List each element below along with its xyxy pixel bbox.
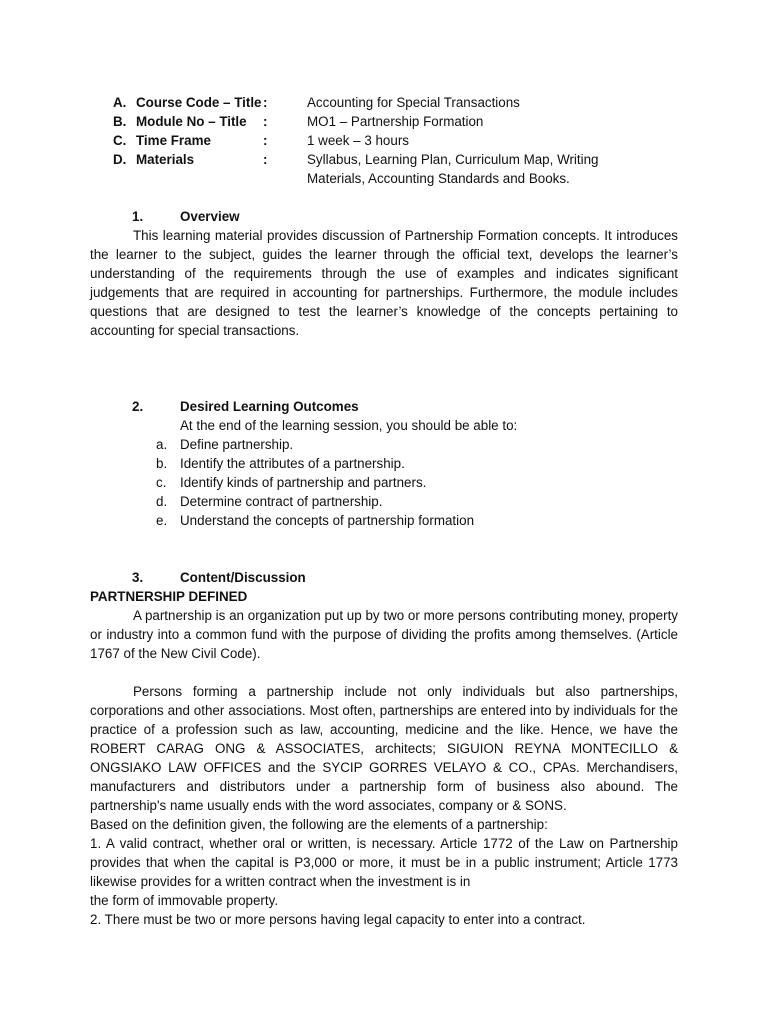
info-colon: : [263,114,268,129]
course-info-row [90,93,678,112]
list-item-letter: b. [156,456,168,471]
info-label: Time Frame [136,133,211,148]
course-info-row [90,131,678,150]
list-item-text: Identify the attributes of a partnership. [180,456,405,471]
list-item [90,511,678,530]
list-item-text: Identify kinds of partnership and partners. [180,475,427,490]
info-label: Materials [136,152,195,167]
section-heading-overview [90,207,678,226]
outcomes-list [90,435,678,530]
info-letter: B. [113,114,127,129]
info-label: Module No – Title [136,114,247,129]
course-info [90,93,678,188]
list-item [90,492,678,511]
list-item [90,435,678,454]
list-item [90,454,678,473]
section-number: 1. [132,209,144,224]
section-heading-outcomes [90,397,678,416]
list-item-text: Understand the concepts of partnership formation [180,513,475,528]
info-label: Course Code – Title [136,95,262,110]
info-letter: A. [113,95,127,110]
list-item-letter: a. [156,437,168,452]
info-letter: D. [113,152,127,167]
list-item-letter: d. [156,494,168,509]
list-item-letter: e. [156,513,168,528]
content-paragraph-2: Persons forming a partnership include not only individuals but also partnerships, corporations and other associations. Most often, partnerships are entered into by individuals for the practice of a profession such as law, accounting, medicine and the like. Hence, we have the ROBERT CARAG ONG & ASSOCIATES, architects; SIGUION REYNA MONTECILLO & ONGSIAKO LAW OFFICES and the SYCIP GORRES VELAYO & CO., CPAs. Merchandisers, manufacturers and distributors under a partnership form of business also abound. The partnership's name usually ends with the word associates, company or & SONS. [90,684,678,813]
outcomes-intro: At the end of the learning session, you should be able to: [180,418,518,433]
course-info-row [90,150,678,188]
section-title: Desired Learning Outcomes [180,399,359,414]
info-colon: : [263,152,268,167]
section-title: Content/Discussion [180,570,306,585]
info-colon: : [263,133,268,148]
course-info-row [90,112,678,131]
element-1-continuation: the form of immovable property. [90,893,279,908]
info-value: Syllabus, Learning Plan, Curriculum Map, Writing Materials, Accounting Standards and Books. [307,152,599,186]
element-2-text: 2. There must be two or more persons having legal capacity to enter into a contract. [90,912,586,927]
list-item-text: Determine contract of partnership. [180,494,383,509]
info-letter: C. [113,133,127,148]
content-subheading: PARTNERSHIP DEFINED [90,589,248,604]
content-paragraph-1: A partnership is an organization put up by two or more persons contributing money, property or industry into a common fund with the purpose of dividing the profits among themselves. (Article 1767 of the New Civil Code). [90,608,678,661]
section-number: 2. [132,399,144,414]
element-1-text: 1. A valid contract, whether oral or written, is necessary. Article 1772 of the Law on Partnership provides that when the capital is P3,000 or more, it must be in a public instrument; Article 1773 likewise provides for a written contract when the investment is in [90,836,678,889]
section-heading-content [90,568,678,587]
section-title: Overview [180,209,240,224]
list-item [90,473,678,492]
info-colon: : [263,95,268,110]
document-page [90,93,678,929]
list-item-letter: c. [156,475,167,490]
content-basis-line: Based on the definition given, the following are the elements of a partnership: [90,817,548,832]
overview-paragraph: This learning material provides discussion of Partnership Formation concepts. It introduces the learner to the subject, guides the learner through the official text, develops the learner’s understanding of the requirements through the use of examples and indicates significant judgements that are required in accounting for partnerships. Furthermore, the module includes questions that are designed to test the learner’s knowledge of the concepts pertaining to accounting for special transactions. [90,228,678,338]
info-value: 1 week – 3 hours [307,133,409,148]
section-number: 3. [132,570,144,585]
list-item-text: Define partnership. [180,437,294,452]
info-value: MO1 – Partnership Formation [307,114,484,129]
info-value: Accounting for Special Transactions [307,95,520,110]
